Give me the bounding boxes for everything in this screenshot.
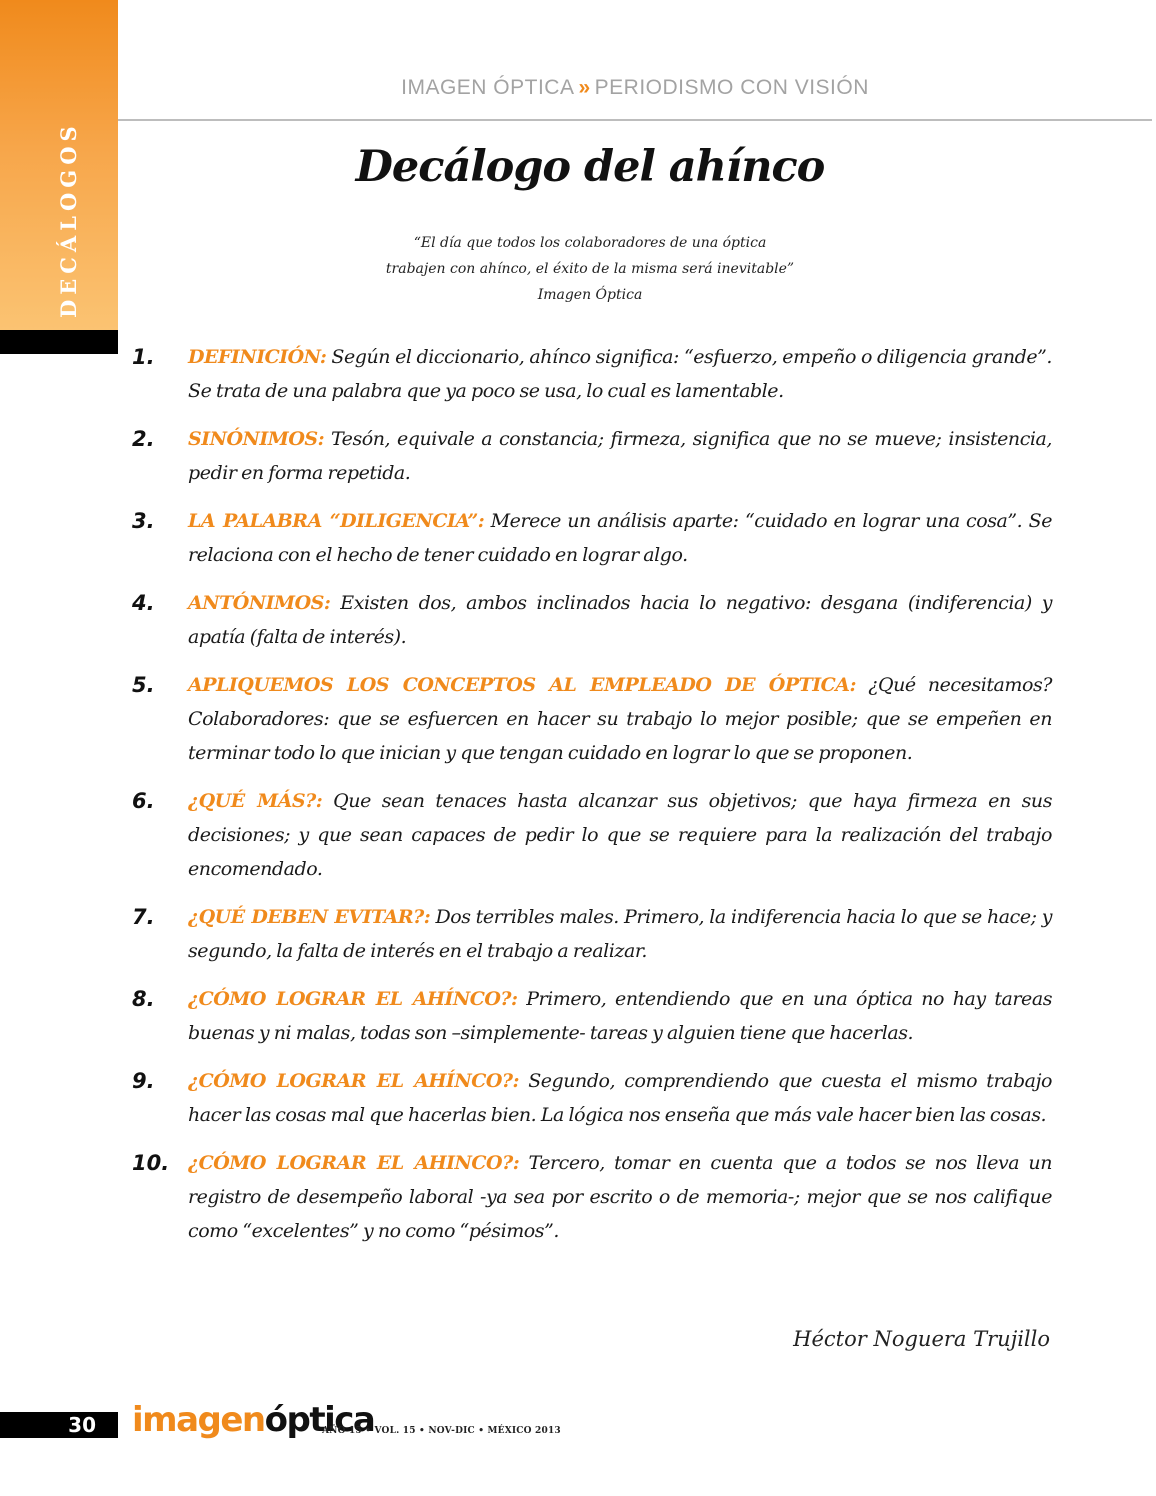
item-text: ¿Qué necesitamos? Colaboradores: que se esfuercen en hacer su trabajo lo mejor posible; que se empeñen en terminar todo lo que inician y que tengan cuidado en lograr lo que se proponen. xyxy=(188,674,1052,764)
item-number: 7. xyxy=(132,905,155,929)
list-item xyxy=(132,340,1052,408)
issue-info: AÑO 15 • VOL. 15 • NOV-DIC • MÉXICO 2013 xyxy=(322,1426,561,1436)
list-item xyxy=(132,900,1052,968)
item-number: 8. xyxy=(132,987,155,1011)
author-signature: Héctor Noguera Trujillo xyxy=(793,1327,1050,1351)
list-item xyxy=(132,784,1052,886)
item-text: Existen dos, ambos inclinados hacia lo negativo: desgana (indiferencia) y apatía (falta de interés). xyxy=(188,592,1052,648)
item-heading: ¿QUÉ MÁS?: xyxy=(188,790,323,812)
decalogue-list xyxy=(132,340,1052,1262)
page-title: Decálogo del ahínco xyxy=(355,142,825,192)
item-heading: ¿CÓMO LOGRAR EL AHÍNCO?: xyxy=(188,1070,520,1092)
item-text: Tercero, tomar en cuenta que a todos se nos lleva un registro de desempeño laboral -ya sea por escrito o de memoria-; mejor que se nos califique como “excelentes” y no como “pésimos”. xyxy=(188,1152,1052,1242)
item-text: Tesón, equivale a constancia; firmeza, significa que no se mueve; insistencia, pedir en forma repetida. xyxy=(188,428,1053,484)
item-text: Dos terribles males. Primero, la indiferencia hacia lo que se hace; y segundo, la falta de interés en el trabajo a realizar. xyxy=(188,906,1052,962)
item-number: 1. xyxy=(132,345,155,369)
item-body xyxy=(188,900,1052,968)
item-number: 2. xyxy=(132,427,155,451)
item-heading: ¿QUÉ DEBEN EVITAR?: xyxy=(188,906,431,928)
list-item xyxy=(132,982,1052,1050)
item-body xyxy=(188,340,1052,408)
running-header xyxy=(118,76,1152,100)
section-tab-bar xyxy=(0,330,118,354)
item-text: Merece un análisis aparte: “cuidado en lograr una cosa”. Se relaciona con el hecho de tener cuidado en lograr algo. xyxy=(188,510,1052,566)
item-heading: ¿CÓMO LOGRAR EL AHÍNCO?: xyxy=(188,988,518,1010)
section-label: DECÁLOGOS xyxy=(56,121,81,318)
item-body xyxy=(188,668,1052,770)
item-number: 4. xyxy=(132,591,155,615)
header-tagline: PERIODISMO CON VISIÓN xyxy=(594,76,869,99)
item-number: 10. xyxy=(132,1151,170,1175)
list-item xyxy=(132,1146,1052,1248)
item-text: Primero, entendiendo que en una óptica no hay tareas buenas y ni malas, todas son –simplemente- tareas y alguien tiene que hacerlas. xyxy=(188,988,1052,1044)
item-body xyxy=(188,422,1052,490)
list-item xyxy=(132,668,1052,770)
item-text: Según el diccionario, ahínco significa: “esfuerzo, empeño o diligencia grande”. Se trata de una palabra que ya poco se usa, lo cual es lamentable. xyxy=(188,346,1052,402)
logo-part-optica: óptica xyxy=(264,1400,375,1440)
item-heading: ANTÓNIMOS: xyxy=(188,592,331,614)
item-number: 3. xyxy=(132,509,155,533)
item-heading: LA PALABRA “DILIGENCIA”: xyxy=(188,510,485,532)
header-separator: » xyxy=(578,76,591,99)
header-divider xyxy=(118,119,1152,121)
epigraph-quote xyxy=(118,230,1062,308)
item-heading: APLIQUEMOS LOS CONCEPTOS AL EMPLEADO DE ÓPTICA: xyxy=(188,674,857,696)
item-number: 9. xyxy=(132,1069,155,1093)
list-item xyxy=(132,1064,1052,1132)
item-heading: SINÓNIMOS: xyxy=(188,428,325,450)
item-heading: ¿CÓMO LOGRAR EL AHINCO?: xyxy=(188,1152,520,1174)
list-item xyxy=(132,586,1052,654)
item-number: 5. xyxy=(132,673,155,697)
item-body xyxy=(188,586,1052,654)
item-body xyxy=(188,1146,1052,1248)
item-body xyxy=(188,784,1052,886)
list-item xyxy=(132,422,1052,490)
item-body xyxy=(188,1064,1052,1132)
header-publication: IMAGEN ÓPTICA xyxy=(401,76,575,99)
quote-line-1: “El día que todos los colaboradores de una óptica xyxy=(413,235,767,251)
quote-line-2: trabajen con ahínco, el éxito de la misma será inevitable” xyxy=(385,261,795,277)
item-body xyxy=(188,504,1052,572)
logo-part-imagen: imagen xyxy=(132,1400,265,1440)
item-text: Segundo, comprendiendo que cuesta el mismo trabajo hacer las cosas mal que hacerlas bien. La lógica nos enseña que más vale hacer bien las cosas. xyxy=(188,1070,1052,1126)
item-body xyxy=(188,982,1052,1050)
quote-attribution: Imagen Óptica xyxy=(537,287,643,303)
item-number: 6. xyxy=(132,789,155,813)
list-item xyxy=(132,504,1052,572)
page-number: 30 xyxy=(0,1412,118,1438)
item-text: Que sean tenaces hasta alcanzar sus objetivos; que haya firmeza en sus decisiones; y que sean capaces de pedir lo que se requiere para la realización del trabajo encomendado. xyxy=(188,790,1052,880)
item-heading: DEFINICIÓN: xyxy=(188,346,327,368)
